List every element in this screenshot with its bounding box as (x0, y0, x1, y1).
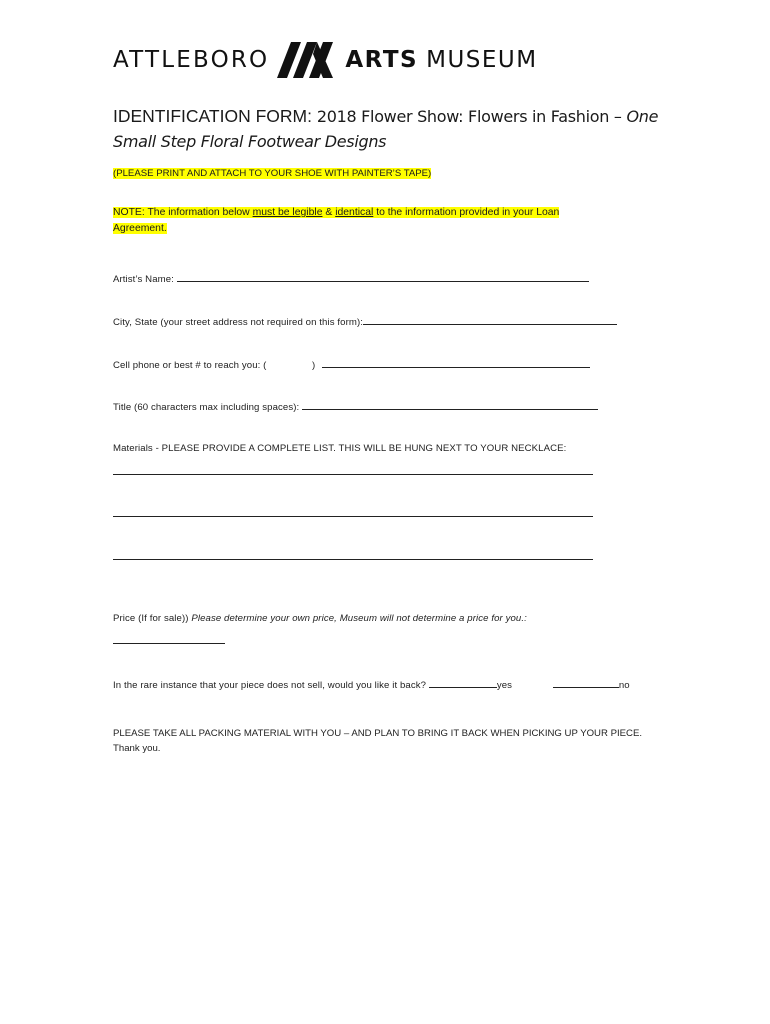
materials-row (113, 443, 566, 454)
price-row (113, 613, 527, 624)
return-question-label: In the rare instance that your piece does not sell, would you like it back? (113, 680, 427, 691)
artist-name-field[interactable] (177, 272, 589, 282)
city-state-row (113, 315, 617, 328)
form-title (113, 104, 673, 154)
artist-name-label: Artist’s Name: (113, 274, 174, 285)
title-italic-line2: Small Step Floral Footwear Designs (113, 132, 387, 151)
price-label: Price (If for sale)) (113, 613, 189, 624)
return-question-row (113, 678, 630, 691)
cell-phone-label: Cell phone or best # to reach you: ( (113, 360, 267, 371)
materials-line-2[interactable] (113, 516, 593, 517)
logo-word-attleboro: ATTLEBORO (113, 47, 270, 73)
materials-line-1[interactable] (113, 474, 593, 475)
price-field[interactable] (113, 643, 225, 644)
note-end: to the information provided in your Loan Agreement. (113, 207, 560, 234)
note-amp: & (325, 207, 333, 218)
cell-phone-row (113, 358, 590, 371)
note-block (113, 205, 613, 237)
arts-museum-logo-mark-icon (277, 40, 339, 80)
return-yes-label: yes (496, 680, 513, 691)
note-underline-legible: must be legible (252, 207, 323, 218)
title-field[interactable] (302, 400, 598, 410)
note-start: NOTE: The information below (113, 207, 250, 218)
return-no-field[interactable] (553, 678, 619, 688)
logo-word-museum: MUSEUM (426, 47, 538, 73)
cell-phone-field[interactable] (322, 358, 590, 368)
closing-instruction: PLEASE TAKE ALL PACKING MATERIAL WITH YOU – AND PLAN TO BRING IT BACK WHEN PICKING UP YOUR PIECE. Thank you. (113, 728, 643, 754)
title-main: 2018 Flower Show: Flowers in Fashion – (316, 107, 622, 126)
return-yes-field[interactable] (429, 678, 497, 688)
materials-line-3[interactable] (113, 559, 593, 560)
note-underline-identical: identical (335, 207, 374, 218)
city-state-label: City, State (your street address not required on this form): (113, 317, 364, 328)
cell-phone-close-paren: ) (312, 360, 316, 371)
return-no-label: no (618, 680, 630, 691)
artist-name-row (113, 272, 589, 285)
print-instruction (113, 168, 431, 179)
price-instruction: Please determine your own price, Museum will not determine a price for you.: (191, 613, 527, 624)
print-instruction-text: (PLEASE PRINT AND ATTACH TO YOUR SHOE WITH PAINTER’S TAPE) (113, 168, 432, 179)
title-prefix: IDENTIFICATION FORM: (113, 106, 312, 126)
title-italic-inline: One (626, 107, 659, 126)
museum-logo (113, 38, 538, 82)
title-field-label: Title (60 characters max including spaces): (113, 402, 300, 413)
city-state-field[interactable] (363, 315, 617, 325)
materials-label: Materials - PLEASE PROVIDE A COMPLETE LIST. THIS WILL BE HUNG NEXT TO YOUR NECKLACE: (113, 443, 567, 454)
title-row (113, 400, 598, 413)
logo-word-arts: ARTS (345, 47, 419, 73)
